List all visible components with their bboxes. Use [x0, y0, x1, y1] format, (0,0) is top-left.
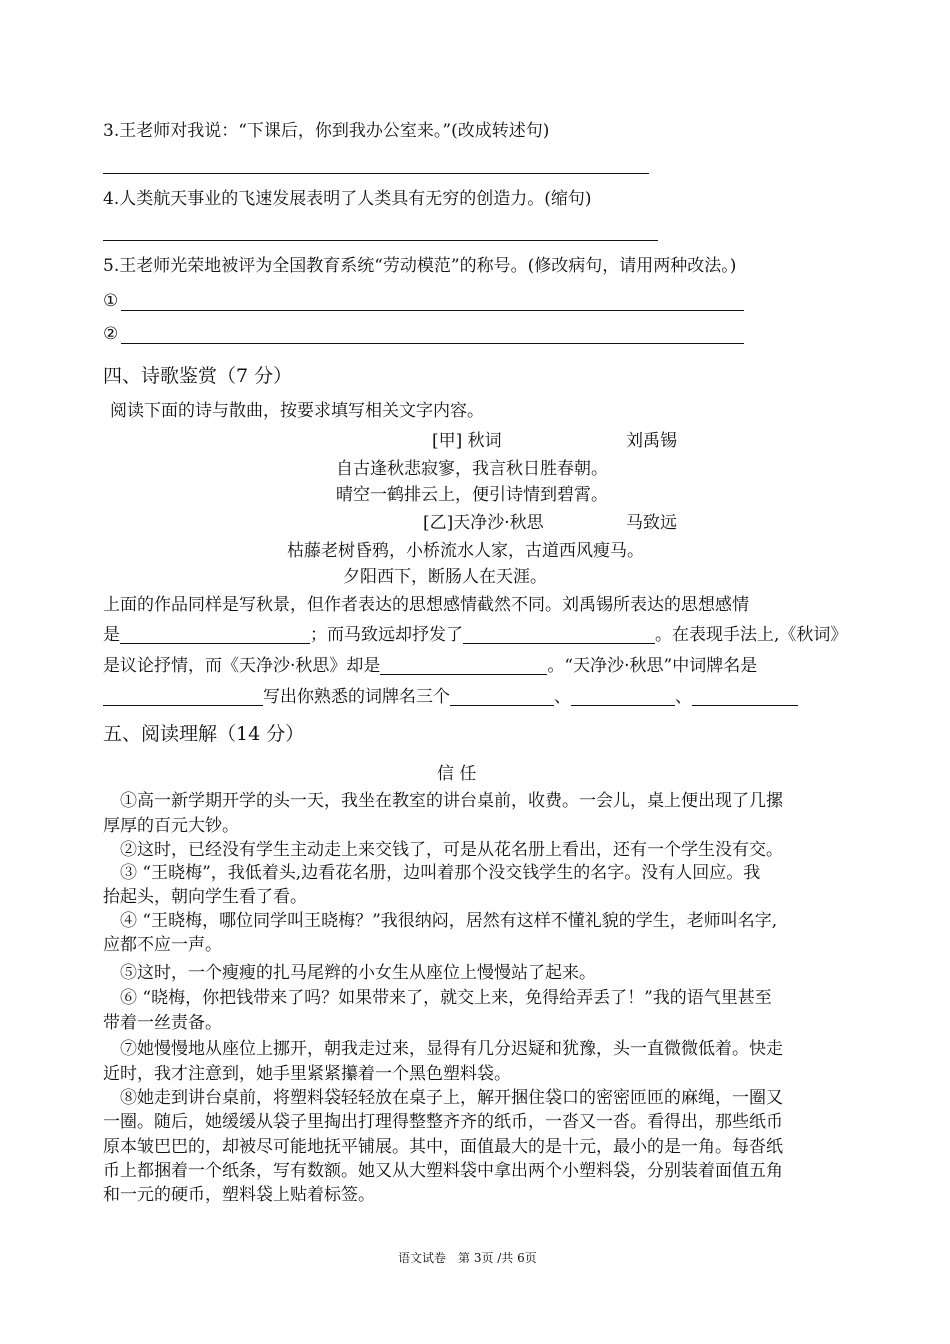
poetry-question-line-3 [103, 655, 757, 677]
question-3: 3.王老师对我说：“下课后，你到我办公室来。”(改成转述句) [103, 121, 550, 141]
paragraph-1-line-2: 厚厚的百元大钞。 [103, 816, 239, 836]
poetry-sep-1: 、 [554, 687, 571, 707]
paragraph-7-line-1: ⑦她慢慢地从座位上挪开，朝我走过来，显得有几分迟疑和犹豫，头一直微微低着。快走 [120, 1039, 783, 1059]
poetry-question-line-4 [103, 686, 798, 708]
poetry-text-d: 是议论抒情，而《天净沙·秋思》却是 [103, 656, 381, 676]
section-4-heading: 四、诗歌鉴赏（7 分） [103, 365, 293, 387]
paragraph-6-line-1: ⑥ “晓梅，你把钱带来了吗？如果带来了，就交上来，免得给弄丢了！”我的语气里甚至 [120, 988, 772, 1008]
blank-cipai-1[interactable] [450, 687, 554, 706]
poetry-text-e: 。“天净沙·秋思”中词牌名是 [547, 656, 758, 676]
answer-line-q4[interactable] [103, 240, 658, 241]
poetry-text-a: 是 [103, 625, 120, 645]
poetry-question-line-2 [103, 624, 847, 646]
question-4: 4.人类航天事业的飞速发展表明了人类具有无穷的创造力。(缩句) [103, 189, 592, 209]
poem-2-title: [乙]天净沙·秋思 [423, 513, 544, 533]
blank-liu-emotion[interactable] [120, 625, 310, 644]
blank-cipai[interactable] [103, 687, 263, 706]
poem-1-author: 刘禹锡 [626, 431, 677, 451]
paragraph-3-line-1: ③ “王晓梅”，我低着头,边看花名册，边叫着那个没交钱学生的名字。没有人回应。我 [120, 863, 761, 883]
paragraph-4-line-2: 应都不应一声。 [103, 935, 222, 955]
paragraph-8-line-5: 和一元的硬币，塑料袋上贴着标签。 [103, 1185, 375, 1205]
paragraph-8-line-3: 原本皱巴巴的，却被尽可能地抚平铺展。其中，面值最大的是十元，最小的是一角。每沓纸 [103, 1137, 783, 1157]
poem-2-line-2: 夕阳西下，断肠人在天涯。 [343, 567, 547, 587]
poetry-question-line-1: 上面的作品同样是写秋景，但作者表达的思想感情截然不同。刘禹锡所表达的思想感情 [103, 595, 749, 615]
answer-line-q5-2[interactable] [121, 343, 744, 344]
paragraph-2: ②这时，已经没有学生主动走上来交钱了，可是从花名册上看出，还有一个学生没有交。 [120, 840, 783, 860]
question-5: 5.王老师光荣地被评为全国教育系统“劳动模范”的称号。(修改病句，请用两种改法。) [103, 256, 737, 276]
section-4-intro: 阅读下面的诗与散曲，按要求填写相关文字内容。 [110, 401, 484, 421]
blank-cipai-2[interactable] [571, 687, 675, 706]
poetry-sep-2: 、 [675, 687, 692, 707]
article-title: 信 任 [437, 764, 477, 784]
answer-marker-1: ① [103, 291, 119, 311]
paragraph-8-line-4: 币上都捆着一个纸条，写有数额。她又从大塑料袋中拿出两个小塑料袋，分别装着面值五角 [103, 1161, 783, 1181]
blank-ma-emotion[interactable] [463, 625, 655, 644]
paragraph-3-line-2: 抬起头，朝向学生看了看。 [103, 887, 307, 907]
poem-1-title: [甲] 秋词 [432, 431, 502, 451]
poetry-text-b: ；而马致远却抒发了 [310, 625, 463, 645]
poem-2-author: 马致远 [626, 513, 677, 533]
paragraph-7-line-2: 近时，我才注意到，她手里紧紧攥着一个黑色塑料袋。 [103, 1064, 511, 1084]
poem-2-line-1: 枯藤老树昏鸦，小桥流水人家，古道西风瘦马。 [287, 541, 644, 561]
paragraph-5: ⑤这时，一个瘦瘦的扎马尾辫的小女生从座位上慢慢站了起来。 [120, 963, 596, 983]
poem-1-line-1: 自古逢秋悲寂寥，我言秋日胜春朝。 [336, 459, 608, 479]
paragraph-6-line-2: 带着一丝责备。 [103, 1013, 222, 1033]
paragraph-8-line-1: ⑧她走到讲台桌前，将塑料袋轻轻放在桌子上，解开捆住袋口的密密匝匝的麻绳，一圈又 [120, 1088, 783, 1108]
section-5-heading: 五、阅读理解（14 分） [103, 723, 305, 745]
page-footer: 语文试卷 第 3页 /共 6页 [398, 1251, 537, 1265]
paragraph-8-line-2: 一圈。随后，她缓缓从袋子里掏出打理得整整齐齐的纸币，一沓又一沓。看得出，那些纸币 [103, 1112, 783, 1132]
answer-line-q3[interactable] [103, 173, 649, 174]
answer-marker-2: ② [103, 324, 119, 344]
blank-cipai-3[interactable] [692, 687, 798, 706]
blank-technique[interactable] [380, 656, 547, 675]
poetry-text-c: 。在表现手法上,《秋词》 [655, 625, 848, 645]
answer-line-q5-1[interactable] [121, 310, 744, 311]
poem-1-line-2: 晴空一鹤排云上，便引诗情到碧霄。 [336, 485, 608, 505]
poetry-text-f: 写出你熟悉的词牌名三个 [263, 687, 450, 707]
paragraph-4-line-1: ④ “王晓梅，哪位同学叫王晓梅？”我很纳闷，居然有这样不懂礼貌的学生，老师叫名字, [120, 911, 778, 931]
paragraph-1-line-1: ①高一新学期开学的头一天，我坐在教室的讲台桌前，收费。一会儿，桌上便出现了几摞 [120, 791, 783, 811]
